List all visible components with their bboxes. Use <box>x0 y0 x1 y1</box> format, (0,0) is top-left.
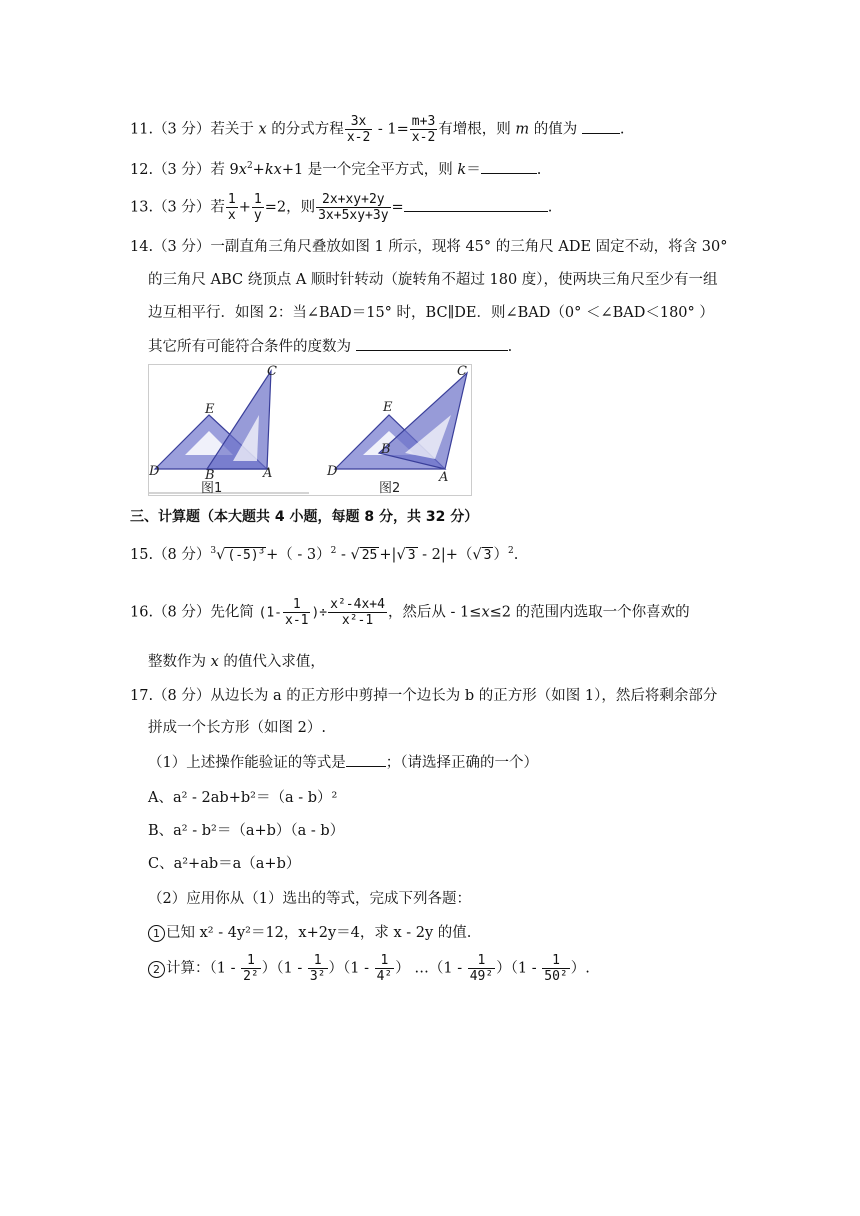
question-17-subitem-1: 1 已知 x² - 4y²＝12，x+2y＝4，求 x - 2y 的值. <box>148 923 471 943</box>
answer-blank-11[interactable] <box>582 119 620 134</box>
question-14-line-1: 14.（3 分）一副直角三角尺叠放如图 1 所示，现将 45° 的三角尺 ADE 固定不动，将含 30° <box>130 239 728 255</box>
label-d-1: D <box>149 464 160 479</box>
fraction-1-over-y: $\frac{1}{y}$ <box>253 192 262 223</box>
question-12: 12.（3 分）若 $9x^2+kx+1$ 是一个完全平方式，则 k＝ . <box>130 159 541 180</box>
option-a: A、a² - 2ab+b²＝（a - b）² <box>148 790 338 806</box>
question-17-part-1: （1）上述操作能验证的等式是 ；（请选择正确的一个） <box>148 752 538 773</box>
figure-2 <box>326 365 467 495</box>
question-14-line-4: 其它所有可能符合条件的度数为 . <box>148 336 512 357</box>
question-16-line-1: 16.（8 分）先化简 (1- $\frac{1}{x-1}$ )÷ $\frac{\text{x²-4x+4}}{\text{x²-1}}$ ，然后从 - 1≤x≤2 的范围内选取一个你喜欢的 <box>130 597 690 628</box>
question-14-line-2: 的三角尺 ABC 绕顶点 A 顺时针转动（旋转角不超过 180 度），使两块三角尺至少有一组 <box>148 272 718 288</box>
fraction-m3: $\frac{m+3}{x-2}$ <box>411 114 436 145</box>
label-d-2: D <box>327 464 338 479</box>
label-a-1: A <box>263 466 273 481</box>
figure-1 <box>149 365 309 495</box>
answer-blank-12[interactable] <box>481 159 537 174</box>
question-14-line-3: 边互相平行．如图 2：当∠BAD＝15° 时，BC∥DE．则∠BAD（0° ＜∠BAD＜180° ） <box>148 305 714 321</box>
option-c: C、a²+ab＝a（a+b） <box>148 856 301 872</box>
fraction-1-over-x-1: $\frac{1}{x-1}$ <box>285 597 309 628</box>
answer-blank-14[interactable] <box>356 336 508 351</box>
fraction-expression: $\frac{2x+xy+2y}{3x+5xy+3y}$ <box>318 192 389 223</box>
triangle-ruler-figure <box>148 364 472 496</box>
triangle-diagram <box>149 365 471 495</box>
label-c-1: C <box>267 365 277 379</box>
caption-figure-2: 图2 <box>379 481 401 495</box>
question-16-line-2: 整数作为 x 的值代入求值， <box>148 654 325 670</box>
label-e-2: E <box>383 400 393 415</box>
answer-blank-17[interactable] <box>346 752 386 767</box>
fraction-1-over-x: $\frac{1}{x}$ <box>227 192 236 223</box>
answer-blank-13[interactable] <box>404 197 548 212</box>
label-c-2: C <box>457 365 467 379</box>
label-a-2: A <box>439 470 449 485</box>
fraction-polynomial: $\frac{\text{x²-4x+4}}{\text{x²-1}}$ <box>330 597 385 628</box>
circled-number-2: 2 <box>148 961 165 978</box>
fraction-term: $\frac{1}{\text{2²}}$ <box>243 953 259 984</box>
circled-number-1: 1 <box>148 925 165 942</box>
question-17-part-2: （2）应用你从（1）选出的等式，完成下列各题： <box>148 891 471 907</box>
question-17-line-2: 拼成一个长方形（如图 2）. <box>148 720 326 736</box>
question-17-subitem-2: 2 计算：（1 - $\frac{1}{\text{2²}}$ ）（1 - $\frac{1}{\text{3²}}$ ）（1 - $\frac{1}{\text{4²}}$ ） …（1 - $\frac{1}{\text{49²}}$ ）（1 - $\frac{1}{\text{50²}}$ ）. <box>148 953 590 984</box>
question-15: 15.（8 分）$^3$√ $(-5)^3$ +（ - 3）$^2$ - √ 25 +|√ 3 - 2|+（√ 3 ）$^2$. <box>130 546 519 563</box>
fraction-term: $\frac{1}{\text{49²}}$ <box>469 953 494 984</box>
fraction-3x: $\frac{3x}{x-2}$ <box>346 114 371 145</box>
option-b: B、a² - b²＝（a+b）（a - b） <box>148 823 345 839</box>
label-e-1: E <box>205 402 215 417</box>
label-b-1: B <box>205 468 215 483</box>
caption-figure-1: 图1 <box>201 481 223 495</box>
section-3-heading: 三、计算题（本大题共 4 小题，每题 8 分，共 32 分） <box>130 509 479 525</box>
fraction-term: $\frac{1}{\text{3²}}$ <box>309 953 326 984</box>
question-13: 13.（3 分）若 $\frac{1}{x}$ + $\frac{1}{y}$ =2，则 $\frac{2x+xy+2y}{3x+5xy+3y}$ = . <box>130 192 553 223</box>
question-11: 11.（3 分）若关于 x 的分式方程 $\frac{3x}{x-2}$ - 1= $\frac{m+3}{x-2}$ 有增根，则 m 的值为 . <box>130 114 625 145</box>
label-b-2: B <box>381 442 391 457</box>
fraction-term: $\frac{1}{\text{50²}}$ <box>544 953 568 984</box>
question-17-line-1: 17.（8 分）从边长为 a 的正方形中剪掉一个边长为 b 的正方形（如图 1），然后将剩余部分 <box>130 688 718 704</box>
fraction-term: $\frac{1}{\text{4²}}$ <box>376 953 393 984</box>
